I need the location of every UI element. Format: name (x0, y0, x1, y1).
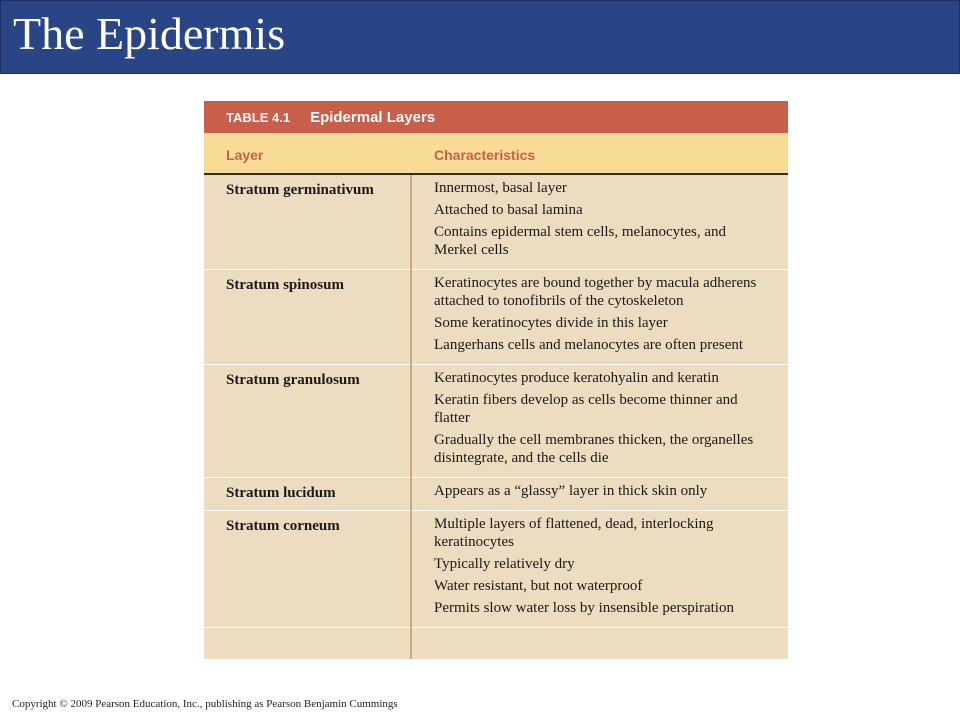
characteristics-cell (410, 175, 788, 269)
layer-name: Stratum lucidum (226, 485, 336, 501)
layer-name: Stratum corneum (226, 518, 340, 534)
characteristic-item: Some keratinocytes divide in this layer (434, 315, 668, 331)
characteristic-item: Attached to basal lamina (434, 202, 583, 218)
copyright-notice: Copyright © 2009 Pearson Education, Inc., publishing as Pearson Benjamin Cummings (12, 698, 398, 710)
characteristics-cell (410, 365, 788, 477)
table-title: Epidermal Layers (310, 108, 436, 126)
characteristics-cell (410, 270, 788, 364)
title-bar (0, 0, 960, 74)
characteristic-item: Multiple layers of flattened, dead, interlocking keratinocytes (434, 516, 714, 550)
table-header (204, 101, 788, 133)
table-row (204, 365, 788, 478)
table-row (204, 175, 788, 270)
characteristic-item: Appears as a “glassy” layer in thick skin only (434, 483, 708, 499)
characteristic-item: Keratin fibers develop as cells become thinner and flatter (434, 392, 738, 426)
characteristic-item: Keratinocytes are bound together by macula adherens attached to tonofibrils of the cytoskeleton (434, 275, 757, 309)
table-row (204, 511, 788, 628)
column-header-layer: Layer (226, 147, 264, 163)
slide-title: The Epidermis (13, 8, 286, 59)
characteristic-item: Gradually the cell membranes thicken, the organelles disintegrate, and the cells die (434, 432, 754, 466)
characteristic-item: Typically relatively dry (434, 556, 575, 572)
layer-name: Stratum granulosum (226, 372, 360, 388)
layer-name: Stratum spinosum (226, 277, 344, 293)
column-divider (410, 175, 412, 659)
characteristic-item: Contains epidermal stem cells, melanocytes, and Merkel cells (434, 224, 727, 258)
table-row (204, 270, 788, 365)
characteristics-cell (410, 511, 788, 627)
table-body (204, 175, 788, 628)
table-row (204, 478, 788, 511)
layer-name: Stratum germinativum (226, 182, 374, 198)
characteristics-cell (410, 478, 788, 510)
column-header-characteristics: Characteristics (434, 147, 536, 163)
characteristic-item: Keratinocytes produce keratohyalin and keratin (434, 370, 719, 386)
epidermal-layers-table (204, 101, 788, 659)
characteristic-item: Permits slow water loss by insensible perspiration (434, 600, 734, 616)
column-header-row (204, 133, 788, 175)
table-number: TABLE 4.1 (226, 109, 291, 125)
characteristic-item: Water resistant, but not waterproof (434, 578, 643, 594)
characteristic-item: Innermost, basal layer (434, 180, 567, 196)
characteristic-item: Langerhans cells and melanocytes are often present (434, 337, 744, 353)
